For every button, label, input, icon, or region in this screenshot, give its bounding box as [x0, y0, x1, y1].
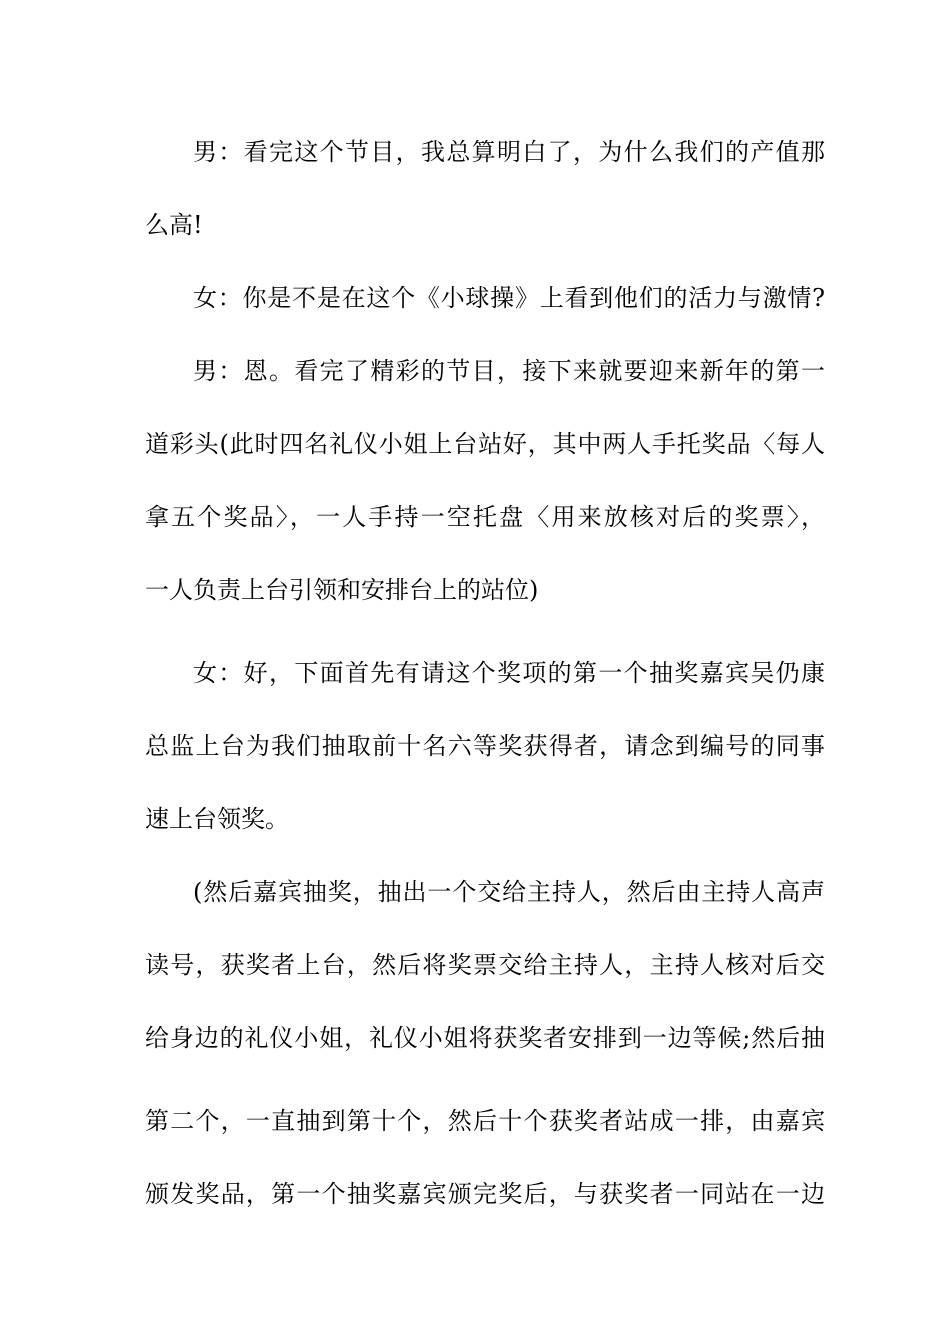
- paragraph-line: 给身边的礼仪小姐，礼仪小姐将获奖者安排到一边等候;然后抽: [145, 1024, 825, 1052]
- paragraph-line: 一人负责上台引领和安排台上的站位): [145, 576, 539, 604]
- paragraph-line: 速上台领奖。: [145, 805, 289, 833]
- paragraph-line: (然后嘉宾抽奖，抽出一个交给主持人，然后由主持人高声: [193, 878, 825, 906]
- paragraph-line: 女：好，下面首先有请这个奖项的第一个抽奖嘉宾吴仍康: [193, 659, 825, 687]
- paragraph-line: 女：你是不是在这个《小球操》上看到他们的活力与激情?: [193, 284, 825, 312]
- paragraph-line: 第二个，一直抽到第十个，然后十个获奖者站成一排，由嘉宾: [145, 1107, 825, 1135]
- paragraph-line: 读号，获奖者上台，然后将奖票交给主持人，主持人核对后交: [145, 951, 825, 979]
- paragraph-line: 颁发奖品，第一个抽奖嘉宾颁完奖后，与获奖者一同站在一边: [145, 1180, 825, 1208]
- paragraph-line: 么高!: [145, 211, 203, 239]
- paragraph-line: 拿五个奖品〉，一人手持一空托盘〈用来放核对后的奖票〉，: [145, 503, 825, 531]
- paragraph-line: 道彩头(此时四名礼仪小姐上台站好，其中两人手托奖品〈每人: [145, 430, 825, 458]
- paragraph-line: 男：看完这个节目，我总算明白了，为什么我们的产值那: [193, 138, 825, 166]
- paragraph-line: 男：恩。看完了精彩的节目，接下来就要迎来新年的第一: [193, 357, 825, 385]
- paragraph-line: 总监上台为我们抽取前十名六等奖获得者，请念到编号的同事: [145, 732, 825, 760]
